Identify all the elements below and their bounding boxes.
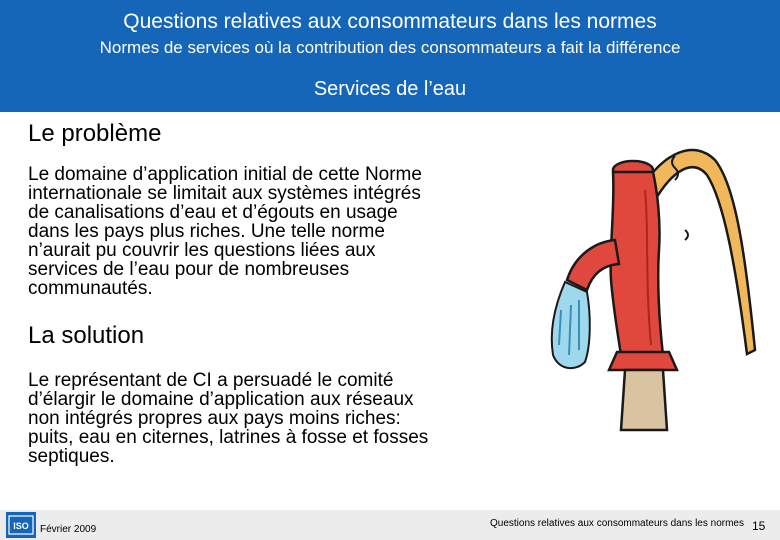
slide-header — [0, 0, 780, 112]
page-number: 15 — [752, 519, 766, 533]
text-line: puits, eau en citernes, latrines à fosse et fosses — [28, 427, 429, 448]
problem-heading: Le problème — [28, 120, 162, 147]
motion-line — [685, 230, 688, 240]
pump-base-top — [609, 352, 677, 370]
text-line: d’élargir le domaine d’application aux réseaux — [28, 389, 414, 410]
slide-footer — [0, 510, 780, 540]
svg-text:ISO: ISO — [13, 521, 29, 531]
solution-text — [28, 371, 543, 466]
text-line: Le domaine d’application initial de cette Norme — [28, 164, 422, 185]
section-title: Services de l’eau — [313, 78, 467, 100]
solution-heading: La solution — [28, 322, 145, 349]
text-line: non intégrés propres aux pays moins riches: — [28, 408, 401, 429]
text-line: n’aurait pu couvrir les questions liées aux — [28, 240, 376, 261]
iso-logo — [6, 512, 36, 538]
text-line: internationale se limitait aux systèmes intégrés — [28, 183, 421, 204]
text-line: septiques. — [28, 446, 115, 467]
text-line: communautés. — [28, 278, 153, 299]
text-line: dans les pays plus riches. Une telle norme — [28, 221, 385, 242]
text-line: Le représentant de CI a persuadé le comité — [28, 370, 394, 391]
text-line: services de l’eau pour de nombreuses — [28, 259, 350, 280]
slide-subtitle: Normes de services où la contribution des consommateurs a fait la différence — [99, 38, 681, 57]
footer-date: Février 2009 — [40, 524, 97, 535]
pump-base — [621, 370, 667, 430]
text-line: de canalisations d’eau et d’égouts en usage — [28, 202, 398, 223]
slide-title: Questions relatives aux consommateurs dans les normes — [123, 10, 657, 33]
water-pump-icon — [545, 130, 765, 450]
problem-text — [28, 165, 533, 298]
footer-title: Questions relatives aux consommateurs dans les normes — [489, 518, 744, 529]
